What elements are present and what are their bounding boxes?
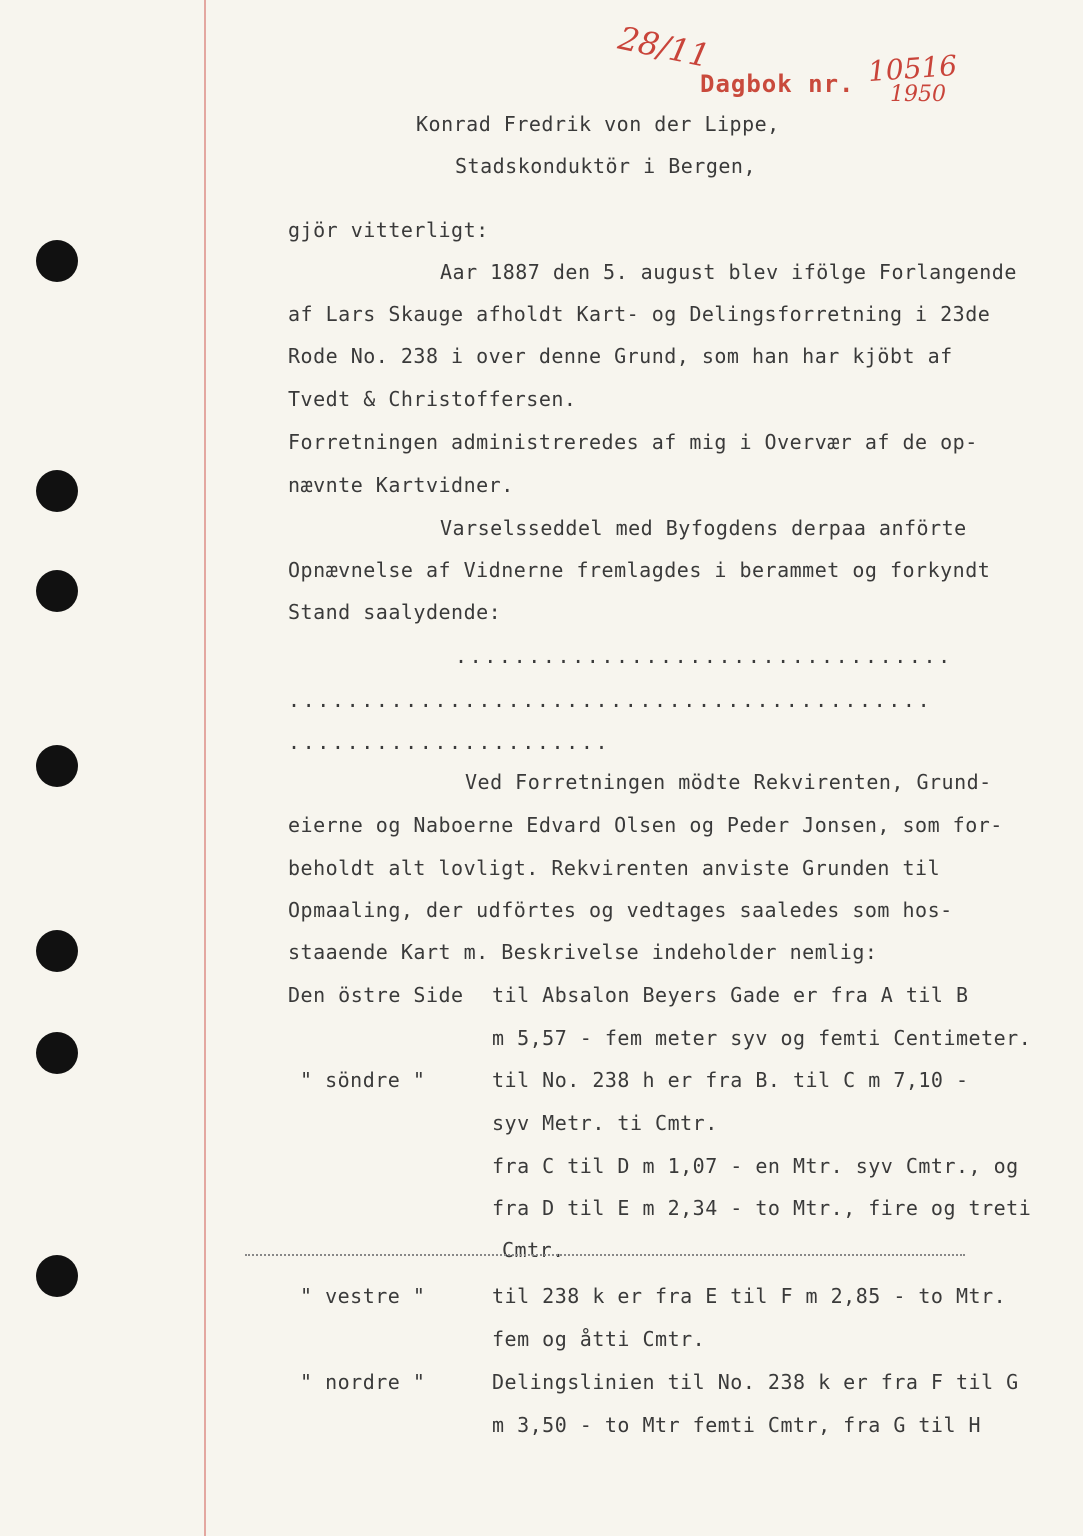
body-line: nævnte Kartvidner. xyxy=(288,473,514,497)
punch-hole xyxy=(36,240,78,282)
side-text: Delingslinien til No. 238 k er fra F til G xyxy=(492,1370,1019,1394)
side-text: til Absalon Beyers Gade er fra A til B xyxy=(492,983,969,1007)
side-label-west: " vestre " xyxy=(300,1284,426,1308)
punch-hole xyxy=(36,570,78,612)
dotted-line: ............................................ xyxy=(288,688,933,712)
side-text: syv Metr. ti Cmtr. xyxy=(492,1111,718,1135)
body-line: Ved Forretningen mödte Rekvirenten, Grund- xyxy=(465,770,992,794)
body-line: Varselsseddel med Byfogdens derpaa anförte xyxy=(440,516,967,540)
dotted-line: ...................... xyxy=(288,730,611,754)
side-text: til No. 238 h er fra B. til C m 7,10 - xyxy=(492,1068,969,1092)
stamp-number: 10516 xyxy=(866,48,959,89)
side-text: m 5,57 - fem meter syv og femti Centimeter. xyxy=(492,1026,1032,1050)
side-text: fem og åtti Cmtr. xyxy=(492,1327,706,1351)
body-line: gjör vitterligt: xyxy=(288,218,489,242)
side-label-south: " söndre " xyxy=(300,1068,426,1092)
stamp-date: 28/11 xyxy=(615,18,714,76)
margin-rule xyxy=(204,0,206,1536)
body-line: Tvedt & Christoffersen. xyxy=(288,387,577,411)
punch-hole xyxy=(36,930,78,972)
punch-hole xyxy=(36,1255,78,1297)
stamp-label: Dagbok nr. xyxy=(700,70,855,98)
header-name: Konrad Fredrik von der Lippe, xyxy=(416,112,780,136)
body-line: Rode No. 238 i over denne Grund, som han har kjöbt af xyxy=(288,344,953,368)
body-line: staaende Kart m. Beskrivelse indeholder nemlig: xyxy=(288,940,878,964)
side-label-east: Den östre Side xyxy=(288,983,464,1007)
body-line: Forretningen administreredes af mig i Overvær af de op- xyxy=(288,430,978,454)
dotted-line: .................................. xyxy=(455,644,953,668)
dotted-separator xyxy=(245,1254,965,1256)
body-line: Stand saalydende: xyxy=(288,600,502,624)
side-label-north: " nordre " xyxy=(300,1370,426,1394)
side-text: m 3,50 - to Mtr femti Cmtr, fra G til H xyxy=(492,1413,982,1437)
side-text: til 238 k er fra E til F m 2,85 - to Mtr. xyxy=(492,1284,1007,1308)
side-text: fra C til D m 1,07 - en Mtr. syv Cmtr., og xyxy=(492,1154,1019,1178)
body-line: beholdt alt lovligt. Rekvirenten anviste Grunden til xyxy=(288,856,941,880)
punch-hole xyxy=(36,1032,78,1074)
side-text: fra D til E m 2,34 - to Mtr., fire og treti xyxy=(492,1196,1032,1220)
side-text: Cmtr. xyxy=(502,1238,565,1262)
punch-hole xyxy=(36,745,78,787)
body-line: Opmaaling, der udförtes og vedtages saaledes som hos- xyxy=(288,898,953,922)
body-line: Aar 1887 den 5. august blev ifölge Forlangende xyxy=(440,260,1017,284)
header-title: Stadskonduktör i Bergen, xyxy=(455,154,756,178)
body-line: Opnævnelse af Vidnerne fremlagdes i berammet og forkyndt xyxy=(288,558,991,582)
stamp-year: 1950 xyxy=(890,82,946,107)
punch-hole xyxy=(36,470,78,512)
body-line: eierne og Naboerne Edvard Olsen og Peder Jonsen, som for- xyxy=(288,813,1003,837)
body-line: af Lars Skauge afholdt Kart- og Delingsforretning i 23de xyxy=(288,302,991,326)
